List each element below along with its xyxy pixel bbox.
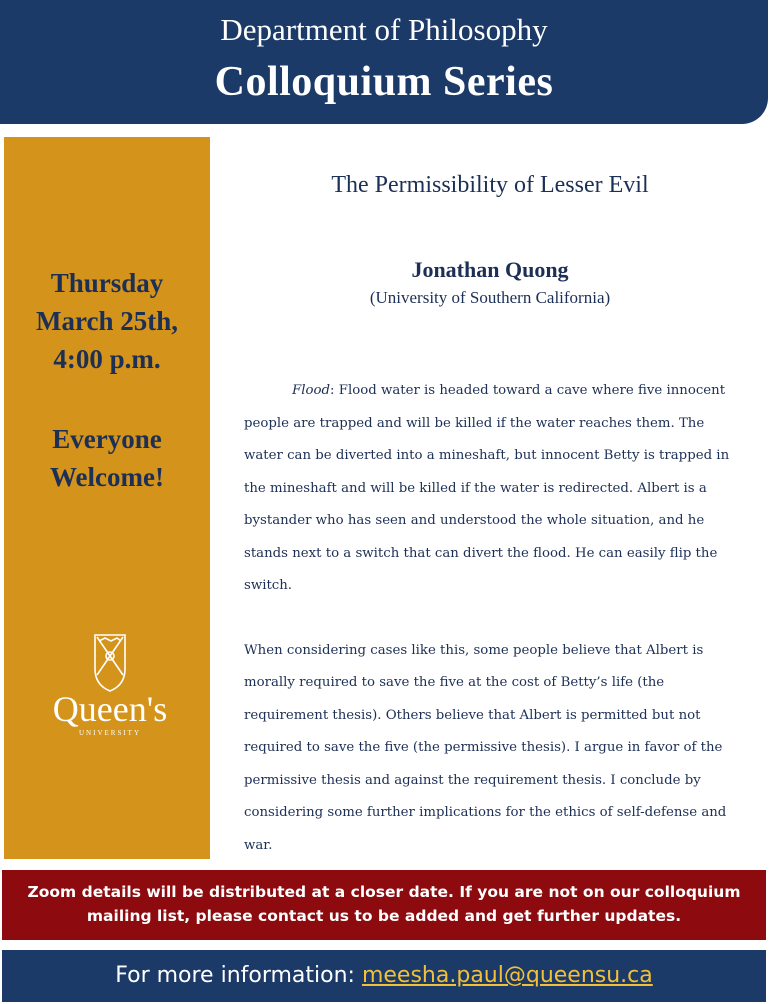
contact-email-link[interactable]: meesha.paul@queensu.ca — [361, 963, 653, 988]
speaker-name: Jonathan Quong — [411, 257, 569, 282]
abstract-paragraph-1 — [244, 375, 736, 603]
header-banner — [0, 0, 768, 124]
event-day: Thursday — [50, 268, 164, 298]
welcome-line-2: Welcome! — [50, 462, 164, 492]
event-month-day: March 25th, — [36, 306, 178, 336]
abstract-paragraph-2: When considering cases like this, some people believe that Albert is morally required to save the five at the cost of Betty’s life (the requirement thesis). Others believe that Albert is permitted but not required to save the five (the permissive thesis). I argue in favor of the permissive thesis and against the requirement thesis. I conclude by considering some further implications for the ethics of self-defense and war. — [244, 642, 727, 853]
series-title: Colloquium Series — [214, 59, 554, 105]
zoom-notice-line-2: mailing list, please contact us to be added and get further updates. — [86, 907, 682, 925]
sidebar-panel — [4, 137, 210, 859]
event-time: 4:00 p.m. — [53, 344, 161, 374]
svg-text:Queen's: Queen's — [52, 689, 168, 729]
case-name: Flood — [292, 383, 331, 398]
zoom-notice-banner — [2, 870, 766, 940]
zoom-notice-line-1: Zoom details will be distributed at a closer date. If you are not on our colloquium — [27, 883, 741, 901]
footer-contact-bar — [2, 950, 766, 1002]
event-date — [4, 264, 210, 378]
speaker-affiliation: (University of Southern California) — [369, 288, 611, 307]
welcome-line-1: Everyone — [52, 424, 162, 454]
svg-text:UNIVERSITY: UNIVERSITY — [79, 729, 141, 737]
talk-title: The Permissibility of Lesser Evil — [331, 172, 649, 198]
talk-abstract — [244, 375, 736, 862]
welcome-note — [4, 420, 210, 496]
abstract-paragraph-1-text: : Flood water is headed toward a cave where five innocent people are trapped and will be killed if the water reaches them. The water can be diverted into a mineshaft, but innocent Betty is trapped in the mineshaft and will be killed if the water is redirected. Albert is a bystander who has seen and understood the whole situation, and he stands next to a switch that can divert the flood. He can easily flip the switch. — [244, 383, 730, 593]
queens-university-logo — [35, 629, 185, 739]
footer-label: For more information: — [115, 963, 362, 988]
department-name: Department of Philosophy — [220, 12, 548, 47]
